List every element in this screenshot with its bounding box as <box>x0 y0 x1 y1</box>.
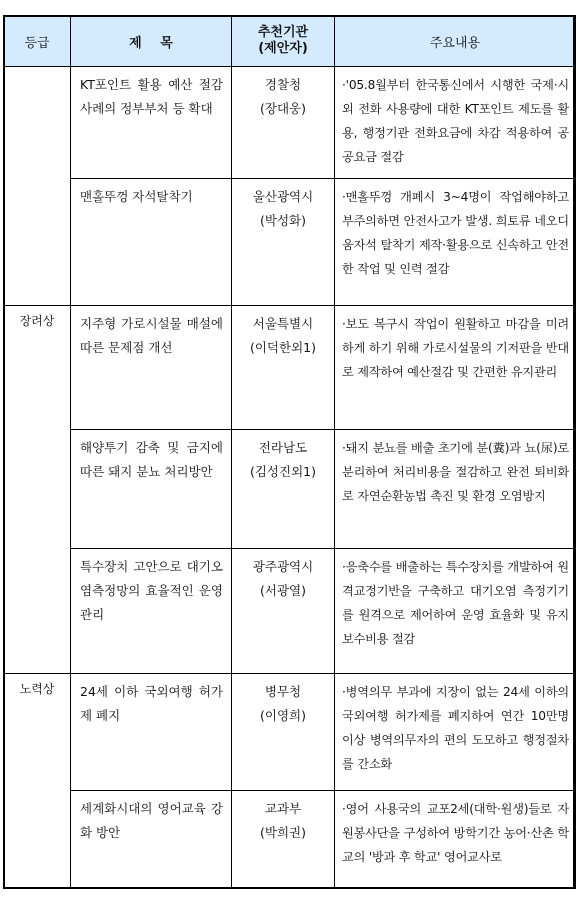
agency-text: 경찰청 <box>264 77 302 92</box>
title-text: 해양투기 감축 및 금지에 따른 돼지 분뇨 처리방안 <box>80 440 223 479</box>
header-recommender-line2: (제안자) <box>258 41 308 56</box>
agency-text: 교과부 <box>264 801 302 816</box>
title-text: 지주형 가로시설물 매설에 따른 문제점 개선 <box>80 316 223 355</box>
grade-label: 장려상 <box>19 314 55 328</box>
title-text: 맨홀뚜껑 자석탈착기 <box>80 189 193 204</box>
content-text: ·돼지 분뇨를 배출 초기에 분(糞)과 뇨(尿)로 분리하여 처리비용을 절감하고 완전 퇴비화로 자연순환농법 촉진 및 환경 오염방지 <box>342 441 569 503</box>
content-text: ·병역의무 부과에 지장이 없는 24세 이하의 국외여행 허가제를 폐지하여 연간 10만명 이상 병역의무자의 편의 도모하고 행정절차를 간소화 <box>342 685 569 771</box>
agency-text: 울산광역시 <box>252 189 314 204</box>
content-text: ·영어 사용국의 교포2세(대학·원생)들로 자원봉사단을 구성하여 방학기간 농어·산촌 학교의 '방과 후 학교' 영어교사로 <box>342 802 569 864</box>
title-text: KT포인트 활용 예산 절감 사례의 정부부처 등 확대 <box>80 77 223 116</box>
agency-text: 병무청 <box>264 684 302 699</box>
content-text: ·맨홀뚜껑 개폐시 3~4명이 작업해야하고 부주의하면 안전사고가 발생. 희토류 네오디움자석 탈착기 제작·활용으로 신속하고 안전한 작업 및 인력 절감 <box>342 190 569 276</box>
header-title-label: 제 목 <box>129 35 173 51</box>
grade-label: 노력상 <box>19 682 55 696</box>
agency-text: 전라남도 <box>258 440 308 455</box>
proposer-text: (김성진외1) <box>249 464 316 479</box>
proposer-text: (박희권) <box>260 825 306 840</box>
content-text: ·보도 복구시 작업이 원활하고 마감을 미려하게 하기 위해 가로시설물의 기저판을 반대로 제작하여 예산절감 및 간편한 유지관리 <box>342 317 569 379</box>
title-text: 세계화시대의 영어교육 강화 방안 <box>80 801 223 840</box>
proposer-text: (박성화) <box>260 213 306 228</box>
proposer-text: (장대웅) <box>260 101 306 116</box>
agency-text: 서울특별시 <box>252 316 314 331</box>
proposer-text: (이덕한외1) <box>249 340 316 355</box>
title-text: 24세 이하 국외여행 허가제 폐지 <box>80 684 223 723</box>
header-recommender-line1: 추천기관 <box>257 25 309 40</box>
agency-text: 광주광역시 <box>252 559 314 574</box>
content-text: ·응축수를 배출하는 특수장치를 개발하여 원격교정기반을 구축하고 대기오염 측정기기를 원격으로 제어하여 운영 효율화 및 유지보수비용 절감 <box>342 560 569 646</box>
header-content-label: 주요내용 <box>429 35 481 51</box>
title-text: 특수장치 고안으로 대기오염측정망의 효율적인 운영관리 <box>80 559 223 622</box>
proposer-text: (서광열) <box>260 583 306 598</box>
header-grade-label: 등급 <box>24 35 50 51</box>
content-text: ·'05.8월부터 한국통신에서 시행한 국제·시외 전화 사용량에 대한 KT포인트 제도를 활용, 행정기관 전화요금에 차감 적용하여 공공요금 절감 <box>342 78 569 164</box>
proposer-text: (이영희) <box>260 708 306 723</box>
table-outer-border <box>3 15 575 889</box>
